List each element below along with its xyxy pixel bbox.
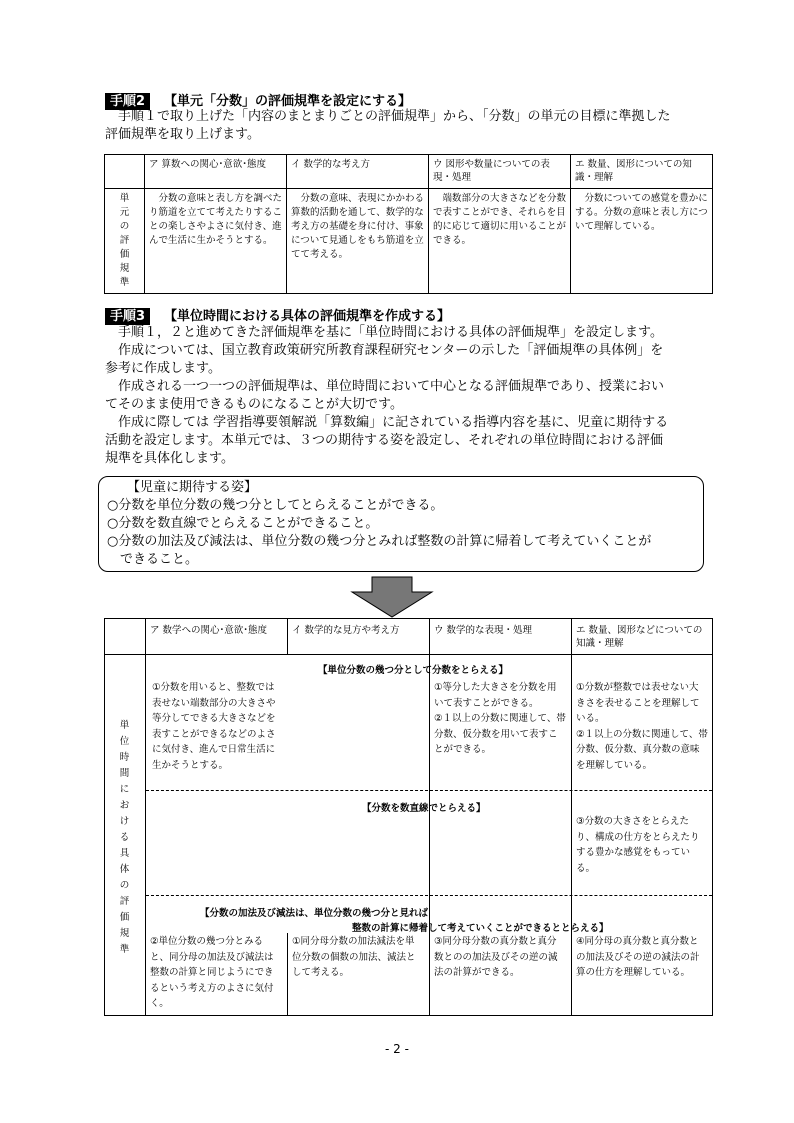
expectation-item: ○分数の加法及び減法は、単位分数の幾つ分とみれば整数の計算に帰着して考えていくことが	[107, 534, 652, 549]
table2-cell: ①等分した大きさを分数を用いて表すことができる。 ②１以上の分数に関連して、帯分数、仮分数を用いて表すことができる。	[434, 682, 566, 755]
table1-corner	[105, 155, 145, 189]
table2-row-label: 単 位 時 間 に お け る 具 体 の 評 価 規 準	[119, 720, 130, 955]
table2-cell: ④同分母の真分数と真分数との加法及びその逆の減法の計算の仕方を理解している。	[576, 936, 700, 978]
table2-header: ウ 数学的な表現・処理	[434, 625, 533, 636]
step3-line: 作成に際しては 学習指導要領解説「算数編」に記されている指導内容を基に、児童に期待する	[118, 415, 669, 430]
step2-label: 手順2	[105, 93, 150, 110]
table1-row-label: 単 元 の 評 価 規 準	[105, 189, 145, 294]
unit-criteria-table	[104, 154, 713, 294]
step3-heading	[105, 305, 450, 325]
table1-header: ウ 図形や数量についての表現・処理	[429, 155, 571, 189]
section-label: 【分数の加法及び減法は、単位分数の幾つ分と見れば	[200, 908, 429, 919]
step2-text	[105, 108, 725, 144]
step3-line: 作成については、国立教育政策研究所教育課程研究センターの示した「評価規準の具体例」を	[118, 343, 664, 358]
expectation-item: ○分数を単位分数の幾つ分としてとらえることができる。	[107, 498, 444, 513]
step3-line: 活動を設定します。本単元では、３つの期待する姿を設定し、それぞれの単位時間における評価	[105, 433, 663, 448]
table1-header: イ 数学的な考え方	[287, 155, 429, 189]
step3-line: 規準を具体化します。	[105, 451, 234, 466]
table2-cell: ③同分母分数の真分数と真分数とのの加法及びその逆の減法の計算ができる。	[434, 936, 558, 978]
step3-title: 【単位時間における具体の評価規準を作成する】	[164, 309, 451, 324]
table2-cell: ③分数の大きさをとらえたり、構成の仕方をとらえたりする豊かな感覚をもっている。	[576, 816, 700, 874]
step2-title: 【単元「分数」の評価規準を設定にする】	[164, 94, 412, 109]
step2-line: 評価規準を取り上げます。	[105, 127, 260, 142]
expectation-box	[98, 476, 704, 572]
table1-cell: 分数の意味と表し方を調べたり筋道を立てて考えたりすることの楽しさやよさに気付き、進んで生活に生かそうとする。	[145, 189, 287, 294]
step3-line: 手順１，２と進めてきた評価規準を基に「単位時間における具体の評価規準」を設定します。	[118, 325, 663, 340]
step3-line: てそのまま使用できるものになることが大切です。	[105, 397, 403, 412]
expectation-item: できること。	[107, 552, 199, 567]
step2-line: 手順１で取り上げた「内容のまとまりごとの評価規準」から、「分数」の単元の目標に準拠した	[118, 109, 671, 124]
page-number: - 2 -	[385, 1042, 409, 1056]
table1-header: エ 数量、図形についての知識・理解	[571, 155, 713, 189]
table2-header: ア 数学への関心･意欲･態度	[150, 625, 268, 636]
step3-line: 作成される一つ一つの評価規準は、単位時間において中心となる評価規準であり、授業におい	[118, 379, 665, 394]
table2-header: イ 数学的な見方や考え方	[292, 625, 400, 636]
down-arrow-icon	[350, 576, 434, 618]
table1-cell: 分数の意味、表現にかかわる算数的活動を通して、数学的な考え方の基礎を身に付け、事象について見通しをもち筋道を立てて考える。	[287, 189, 429, 294]
table2-cell: ①同分母分数の加法減法を単位分数の個数の加法、減法として考える。	[292, 936, 416, 978]
table2-cell: ①分数が整数では表せない大きさを表せることを理解している。 ②１以上の分数に関連して、帯分数、仮分数、真分数の意味を理解している。	[576, 682, 708, 771]
table2-header: エ 数量、図形などについての知識・理解	[576, 625, 703, 649]
expectation-title: 【児童に期待する姿】	[127, 480, 258, 495]
expectation-item: ○分数を数直線でとらえることができること。	[107, 516, 379, 531]
step3-text	[105, 324, 725, 468]
step3-line: 参考に作成します。	[105, 361, 221, 376]
table1-cell: 分数についての感覚を豊かにする。分数の意味と表し方について理解している。	[571, 189, 713, 294]
section-label: 【単位分数の幾つ分として分数をとらえる】	[318, 665, 509, 676]
table1-cell: 端数部分の大きさなどを分数で表すことができ、それらを目的に応じて適切に用いることができる。	[429, 189, 571, 294]
step3-label: 手順3	[105, 308, 150, 325]
table1-header: ア 算数への関心･意欲･態度	[145, 155, 287, 189]
step2-heading	[105, 90, 411, 110]
lesson-criteria-table	[104, 618, 713, 1016]
section-label: 【分数を数直線でとらえる】	[362, 803, 486, 814]
table2-cell: ②単位分数の幾つ分とみると、同分母の加法及び減法は 整数の計算と同じようにできるという考え方のよさに気付く。	[150, 936, 284, 1009]
section-label: 整数の計算に帰着して考えていくことができるととらえる】	[352, 923, 609, 934]
table2-cell: ①分数を用いると、整数では表せない端数部分の大きさや等分してできる大きさなどを表すことができるなどのよさに気付き、進んで日常生活に生かそうとする。	[152, 682, 276, 771]
